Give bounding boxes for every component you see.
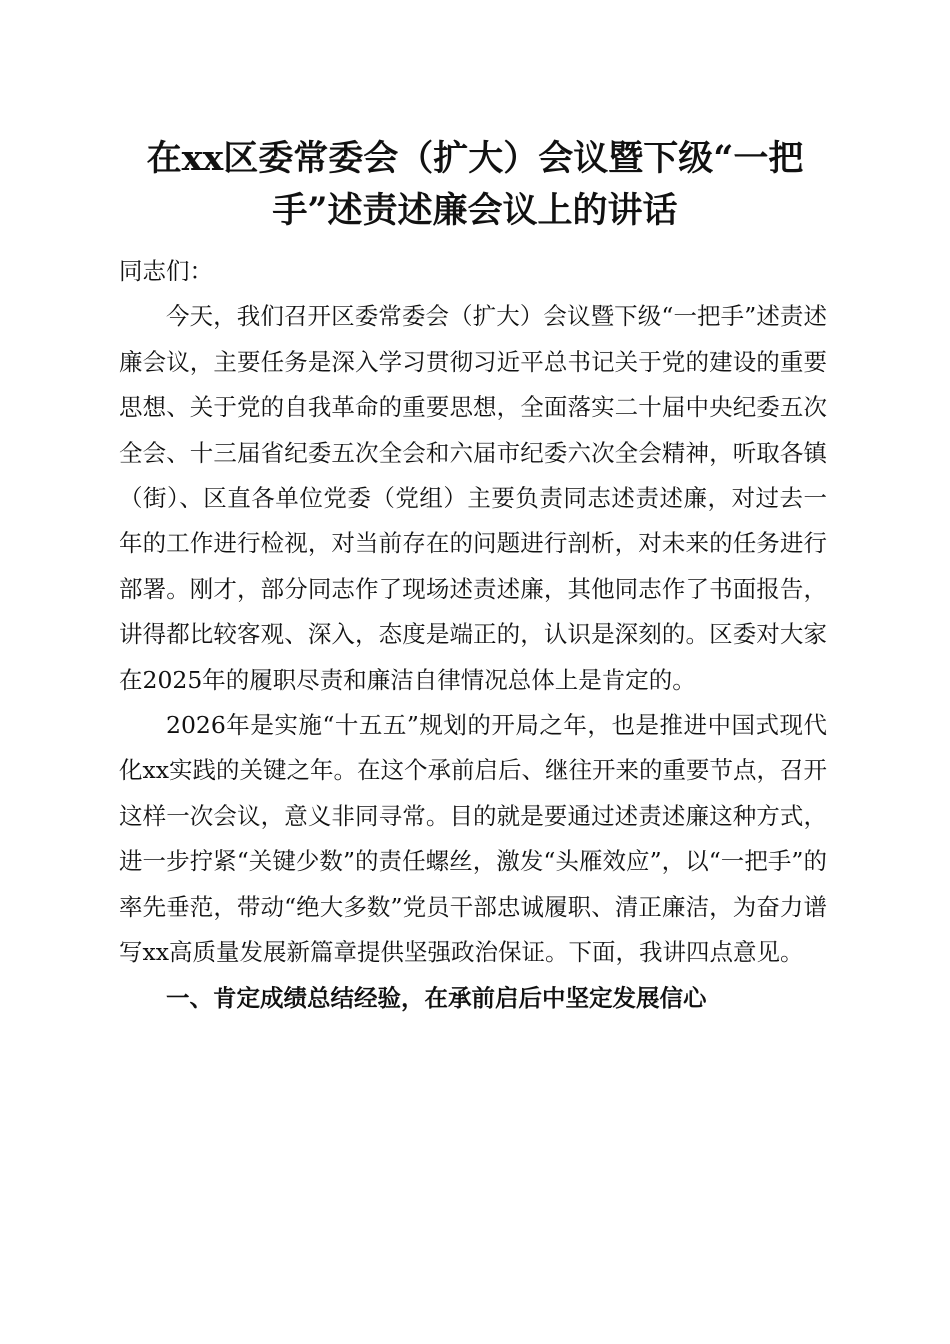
section-heading: 一、肯定成绩总结经验，在承前启后中坚定发展信心 xyxy=(166,983,707,1012)
salutation: 同志们： xyxy=(119,257,213,285)
paragraph-opening: 今天，我们召开区委常委会（扩大）会议暨下级“一把手”述责述廉会议，主要任务是深入学习贯彻习近平总书记关于党的建设的重要思想、关于党的自我革命的重要思想，全面落实二十届中央纪委五次全会、十三届省纪委五次全会和六届市纪委六次全会精神，听取各镇（街）、区直各单位党委（党组）主要负责同志述责述廉，对过去一年的工作进行检视，对当前存在的问题进行剖析，对未来的任务进行部署。刚才，部分同志作了现场述责述廉，其他同志作了书面报告，讲得都比较客观、深入，态度是端正的，认识是深刻的。区委对大家在2025年的履职尽责和廉洁自律情况总体上是肯定的。 xyxy=(119,302,827,694)
document-title: 在xx区委常委会（扩大）会议暨下级“一把手”述责述廉会议上的讲话 xyxy=(146,138,804,231)
paragraph-purpose: 2026年是实施“十五五”规划的开局之年，也是推进中国式现代化xx实践的关键之年。在这个承前启后、继往开来的重要节点，召开这样一次会议，意义非同寻常。目的就是要通过述责述廉这种方式，进一步拧紧“关键少数”的责任螺丝，激发“头雁效应”，以“一把手”的率先垂范，带动“绝大多数”党员干部忠诚履职、清正廉洁，为奋力谱写xx高质量发展新篇章提供坚强政治保证。下面，我讲四点意见。 xyxy=(119,711,828,967)
document-body xyxy=(119,249,827,1021)
